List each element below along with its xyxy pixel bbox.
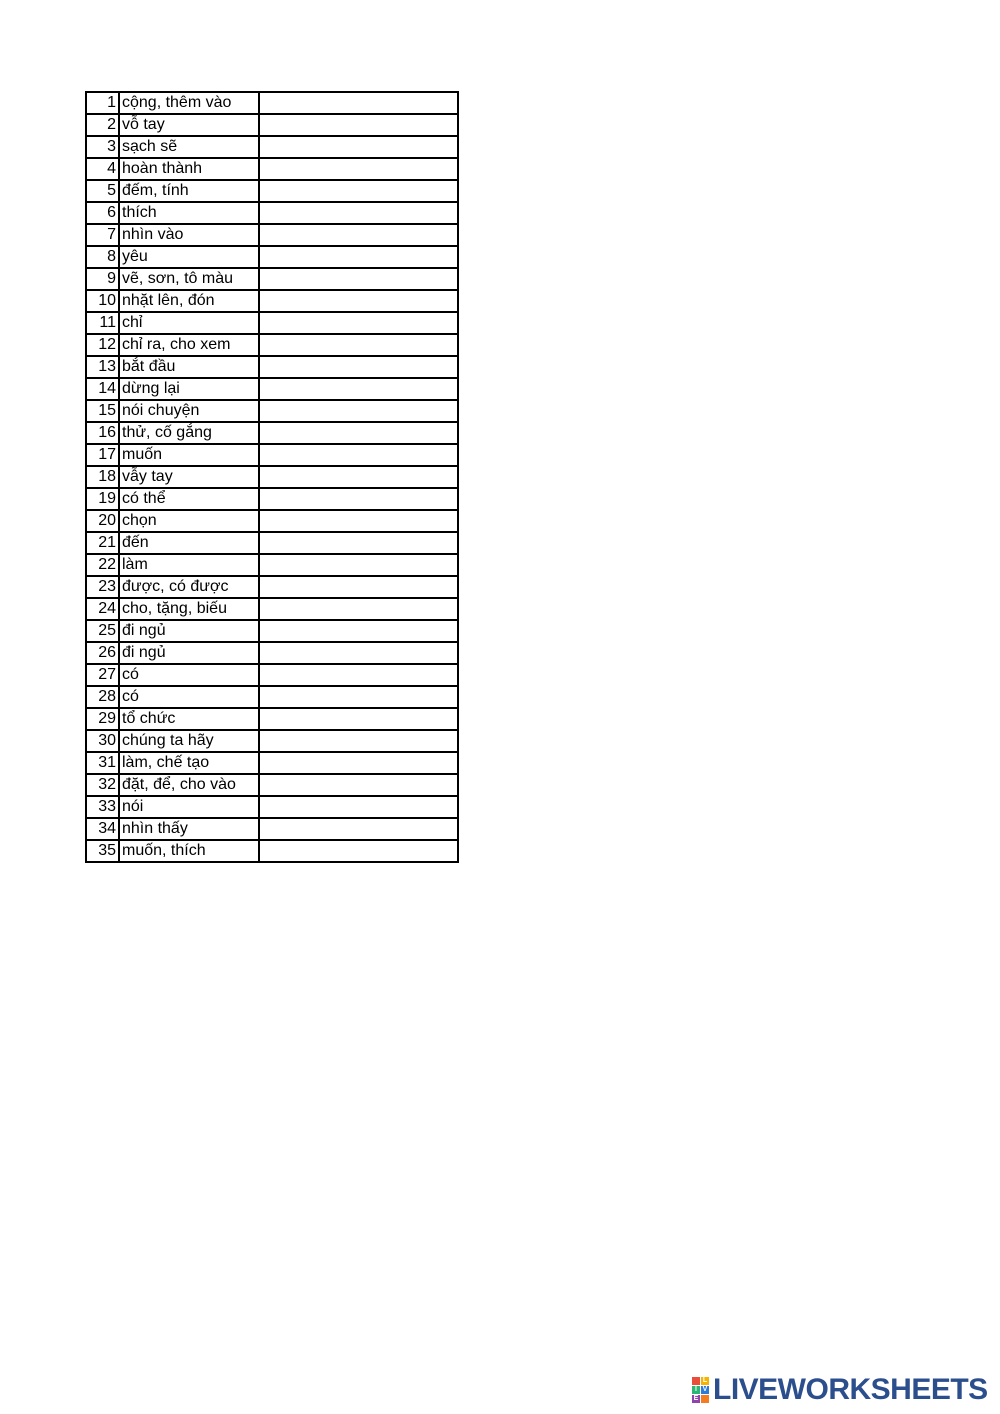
row-number: 3 (86, 136, 119, 158)
table-row (86, 840, 458, 862)
vietnamese-word: muốn (119, 444, 259, 466)
answer-cell[interactable] (259, 312, 458, 334)
row-number: 31 (86, 752, 119, 774)
row-number: 17 (86, 444, 119, 466)
answer-input[interactable] (260, 599, 457, 619)
answer-cell[interactable] (259, 532, 458, 554)
table-row (86, 114, 458, 136)
answer-cell[interactable] (259, 708, 458, 730)
answer-cell[interactable] (259, 290, 458, 312)
table-row (86, 554, 458, 576)
answer-cell[interactable] (259, 686, 458, 708)
vietnamese-word: chúng ta hãy (119, 730, 259, 752)
vietnamese-word: làm (119, 554, 259, 576)
answer-input[interactable] (260, 511, 457, 531)
vietnamese-word: có (119, 664, 259, 686)
vietnamese-word: hoàn thành (119, 158, 259, 180)
answer-cell[interactable] (259, 422, 458, 444)
answer-input[interactable] (260, 291, 457, 311)
answer-cell[interactable] (259, 378, 458, 400)
vietnamese-word: sạch sẽ (119, 136, 259, 158)
table-row (86, 774, 458, 796)
row-number: 29 (86, 708, 119, 730)
table-row (86, 796, 458, 818)
answer-cell[interactable] (259, 180, 458, 202)
row-number: 34 (86, 818, 119, 840)
table-row (86, 686, 458, 708)
vietnamese-word: nhìn thấy (119, 818, 259, 840)
vietnamese-word: bắt đầu (119, 356, 259, 378)
answer-input[interactable] (260, 445, 457, 465)
answer-input[interactable] (260, 775, 457, 795)
table-row (86, 642, 458, 664)
answer-input[interactable] (260, 467, 457, 487)
row-number: 16 (86, 422, 119, 444)
answer-cell[interactable] (259, 356, 458, 378)
answer-input[interactable] (260, 555, 457, 575)
table-row (86, 664, 458, 686)
vocabulary-table (85, 91, 459, 863)
row-number: 35 (86, 840, 119, 862)
vietnamese-word: nhìn vào (119, 224, 259, 246)
vietnamese-word: có (119, 686, 259, 708)
row-number: 22 (86, 554, 119, 576)
logo-mark-letter: L (702, 1377, 708, 1384)
row-number: 18 (86, 466, 119, 488)
answer-input[interactable] (260, 687, 457, 707)
table-row (86, 224, 458, 246)
answer-cell[interactable] (259, 444, 458, 466)
answer-input[interactable] (260, 203, 457, 223)
answer-cell[interactable] (259, 92, 458, 114)
table-row (86, 290, 458, 312)
answer-cell[interactable] (259, 554, 458, 576)
table-row (86, 268, 458, 290)
table-row (86, 334, 458, 356)
row-number: 15 (86, 400, 119, 422)
answer-cell[interactable] (259, 774, 458, 796)
answer-input[interactable] (260, 313, 457, 333)
row-number: 5 (86, 180, 119, 202)
row-number: 33 (86, 796, 119, 818)
answer-input[interactable] (260, 225, 457, 245)
answer-input[interactable] (260, 533, 457, 553)
answer-input[interactable] (260, 577, 457, 597)
answer-cell[interactable] (259, 510, 458, 532)
answer-input[interactable] (260, 335, 457, 355)
answer-cell[interactable] (259, 136, 458, 158)
answer-cell[interactable] (259, 576, 458, 598)
table-row (86, 620, 458, 642)
table-row (86, 246, 458, 268)
table-row (86, 180, 458, 202)
answer-input[interactable] (260, 247, 457, 267)
liveworksheets-logo (692, 1374, 988, 1406)
vietnamese-word: nói (119, 796, 259, 818)
table-row (86, 356, 458, 378)
vietnamese-word: chọn (119, 510, 259, 532)
table-row (86, 576, 458, 598)
logo-mark-letter: I (692, 1386, 700, 1394)
table-row (86, 752, 458, 774)
table-row (86, 532, 458, 554)
vietnamese-word: đặt, để, cho vào (119, 774, 259, 796)
vietnamese-word: chỉ (119, 312, 259, 334)
logo-mark-letter: E (693, 1395, 699, 1402)
answer-input[interactable] (260, 357, 457, 377)
vietnamese-word: làm, chế tạo (119, 752, 259, 774)
table-row (86, 378, 458, 400)
answer-input[interactable] (260, 93, 457, 113)
table-row (86, 708, 458, 730)
vietnamese-word: đến (119, 532, 259, 554)
row-number: 27 (86, 664, 119, 686)
row-number: 19 (86, 488, 119, 510)
vietnamese-word: tổ chức (119, 708, 259, 730)
vietnamese-word: thích (119, 202, 259, 224)
answer-input[interactable] (260, 665, 457, 685)
answer-cell[interactable] (259, 334, 458, 356)
table-row (86, 510, 458, 532)
table-row (86, 202, 458, 224)
answer-input[interactable] (260, 159, 457, 179)
row-number: 21 (86, 532, 119, 554)
row-number: 11 (86, 312, 119, 334)
vietnamese-word: nhặt lên, đón (119, 290, 259, 312)
answer-input[interactable] (260, 621, 457, 641)
answer-input[interactable] (260, 423, 457, 443)
answer-input[interactable] (260, 379, 457, 399)
table-row (86, 92, 458, 114)
answer-input[interactable] (260, 269, 457, 289)
vietnamese-word: cho, tặng, biếu (119, 598, 259, 620)
answer-input[interactable] (260, 731, 457, 751)
table-row (86, 136, 458, 158)
row-number: 9 (86, 268, 119, 290)
row-number: 4 (86, 158, 119, 180)
answer-input[interactable] (260, 181, 457, 201)
vietnamese-word: chỉ ra, cho xem (119, 334, 259, 356)
answer-cell[interactable] (259, 752, 458, 774)
answer-cell[interactable] (259, 664, 458, 686)
vietnamese-word: yêu (119, 246, 259, 268)
answer-cell[interactable] (259, 840, 458, 862)
vietnamese-word: thử, cố gắng (119, 422, 259, 444)
vietnamese-word: đi ngủ (119, 620, 259, 642)
table-row (86, 312, 458, 334)
answer-cell[interactable] (259, 488, 458, 510)
answer-cell[interactable] (259, 642, 458, 664)
logo-mark-cell (701, 1395, 709, 1403)
answer-cell[interactable] (259, 466, 458, 488)
answer-cell[interactable] (259, 400, 458, 422)
answer-input[interactable] (260, 841, 457, 861)
answer-cell[interactable] (259, 202, 458, 224)
answer-cell[interactable] (259, 158, 458, 180)
answer-input[interactable] (260, 819, 457, 839)
liveworksheets-logo-text: LIVEWORKSHEETS (713, 1373, 988, 1406)
table-row (86, 422, 458, 444)
vietnamese-word: vẫy tay (119, 466, 259, 488)
vocabulary-table-body (86, 92, 458, 862)
answer-input[interactable] (260, 489, 457, 509)
row-number: 12 (86, 334, 119, 356)
answer-cell[interactable] (259, 796, 458, 818)
row-number: 32 (86, 774, 119, 796)
row-number: 10 (86, 290, 119, 312)
row-number: 23 (86, 576, 119, 598)
table-row (86, 400, 458, 422)
logo-mark-cell (692, 1377, 700, 1385)
table-row (86, 818, 458, 840)
vietnamese-word: đếm, tính (119, 180, 259, 202)
table-row (86, 444, 458, 466)
answer-input[interactable] (260, 137, 457, 157)
answer-cell[interactable] (259, 818, 458, 840)
answer-cell[interactable] (259, 598, 458, 620)
vietnamese-word: muốn, thích (119, 840, 259, 862)
vietnamese-word: vỗ tay (119, 114, 259, 136)
row-number: 6 (86, 202, 119, 224)
vietnamese-word: được, có được (119, 576, 259, 598)
vietnamese-word: đi ngủ (119, 642, 259, 664)
answer-cell[interactable] (259, 114, 458, 136)
row-number: 2 (86, 114, 119, 136)
row-number: 8 (86, 246, 119, 268)
row-number: 24 (86, 598, 119, 620)
vietnamese-word: dừng lại (119, 378, 259, 400)
answer-input[interactable] (260, 797, 457, 817)
answer-cell[interactable] (259, 224, 458, 246)
answer-input[interactable] (260, 643, 457, 663)
table-row (86, 158, 458, 180)
answer-cell[interactable] (259, 620, 458, 642)
table-row (86, 730, 458, 752)
table-row (86, 598, 458, 620)
answer-input[interactable] (260, 115, 457, 135)
answer-input[interactable] (260, 709, 457, 729)
liveworksheets-logo-mark (692, 1377, 710, 1403)
row-number: 7 (86, 224, 119, 246)
vietnamese-word: có thể (119, 488, 259, 510)
row-number: 14 (86, 378, 119, 400)
table-row (86, 488, 458, 510)
answer-input[interactable] (260, 753, 457, 773)
row-number: 30 (86, 730, 119, 752)
row-number: 1 (86, 92, 119, 114)
vietnamese-word: nói chuyện (119, 400, 259, 422)
vietnamese-word: vẽ, sơn, tô màu (119, 268, 259, 290)
logo-mark-letter: V (702, 1386, 708, 1393)
answer-cell[interactable] (259, 246, 458, 268)
answer-input[interactable] (260, 401, 457, 421)
row-number: 26 (86, 642, 119, 664)
row-number: 28 (86, 686, 119, 708)
answer-cell[interactable] (259, 268, 458, 290)
vietnamese-word: cộng, thêm vào (119, 92, 259, 114)
row-number: 25 (86, 620, 119, 642)
row-number: 13 (86, 356, 119, 378)
answer-cell[interactable] (259, 730, 458, 752)
table-row (86, 466, 458, 488)
row-number: 20 (86, 510, 119, 532)
